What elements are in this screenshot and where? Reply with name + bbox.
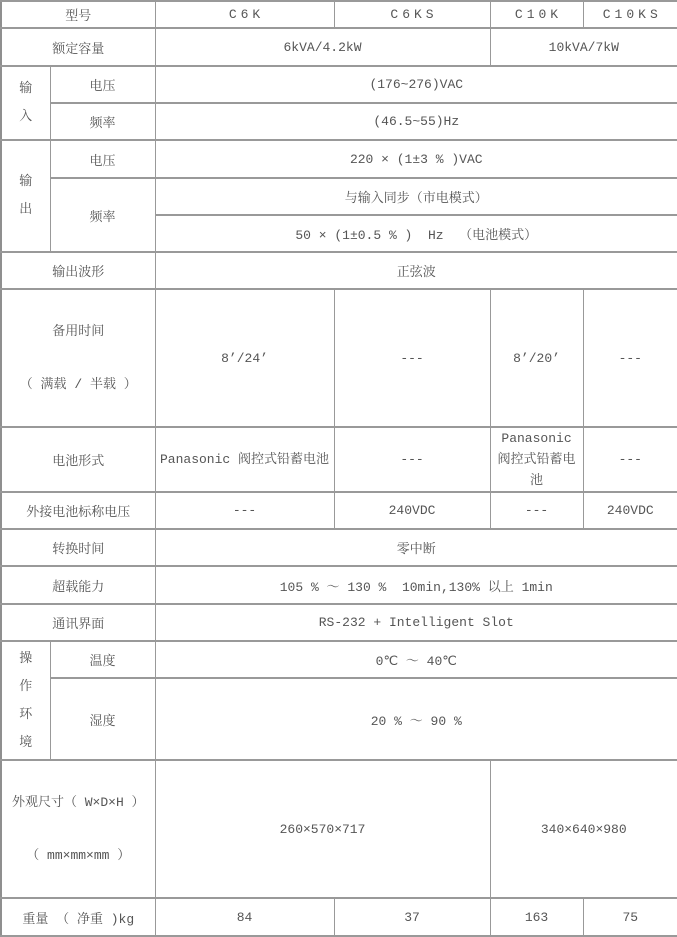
overload-label-cell: 超载能力 <box>1 566 155 604</box>
row-overload <box>1 566 677 604</box>
row-dimensions <box>1 760 677 898</box>
environment-group-cell <box>1 641 50 760</box>
model-label-cell: 型号 <box>1 1 155 28</box>
output-group-label: 输出 <box>19 174 33 217</box>
ext-battery-c6k-cell: --- <box>155 492 334 529</box>
row-humidity <box>1 678 677 760</box>
row-capacity <box>1 28 677 66</box>
row-input-frequency <box>1 103 677 140</box>
input-frequency-value-cell: (46.5~55)Hz <box>155 103 677 140</box>
model-c6k-cell: C6K <box>155 1 334 28</box>
row-output-voltage <box>1 140 677 178</box>
battery-type-c6k-cell: Panasonic 阀控式铅蓄电池 <box>155 427 334 492</box>
row-battery-type <box>1 427 677 492</box>
waveform-label-cell: 输出波形 <box>1 252 155 289</box>
row-weight <box>1 898 677 936</box>
dimensions-label-cell <box>1 760 155 898</box>
humidity-label-cell: 湿度 <box>50 678 155 760</box>
backup-time-label-line1: 备用时间 <box>52 324 105 339</box>
row-communication <box>1 604 677 641</box>
output-frequency-label-cell: 频率 <box>50 178 155 252</box>
transfer-time-label-cell: 转换时间 <box>1 529 155 566</box>
comm-label-cell: 通讯界面 <box>1 604 155 641</box>
dimensions-10k-cell: 340×640×980 <box>490 760 677 898</box>
weight-label-cell: 重量 （ 净重 )kg <box>1 898 155 936</box>
row-transfer-time <box>1 529 677 566</box>
input-voltage-label-cell: 电压 <box>50 66 155 103</box>
model-c10ks-cell: C10KS <box>583 1 677 28</box>
dimensions-label-line2: （ mm×mm×mm ） <box>26 848 131 863</box>
model-c6ks-cell: C6KS <box>334 1 490 28</box>
row-models <box>1 1 677 28</box>
transfer-time-value-cell: 零中断 <box>155 529 677 566</box>
weight-c10ks-cell: 75 <box>583 898 677 936</box>
ext-battery-c6ks-cell: 240VDC <box>334 492 490 529</box>
output-frequency-battery-cell: 50 × (1±0.5 % ) Hz （电池模式） <box>155 215 677 252</box>
capacity-6k-cell: 6kVA/4.2kW <box>155 28 490 66</box>
backup-time-c6ks-cell: --- <box>334 289 490 427</box>
battery-type-c10ks-cell: --- <box>583 427 677 492</box>
humidity-value-cell: 20 % ～ 90 % <box>155 678 677 760</box>
capacity-10k-cell: 10kVA/7kW <box>490 28 677 66</box>
temperature-label-cell: 温度 <box>50 641 155 678</box>
output-voltage-label-cell: 电压 <box>50 140 155 178</box>
battery-type-label-cell: 电池形式 <box>1 427 155 492</box>
comm-value-cell: RS-232 + Intelligent Slot <box>155 604 677 641</box>
input-frequency-label-cell: 频率 <box>50 103 155 140</box>
output-frequency-mains-cell: 与输入同步（市电模式） <box>155 178 677 215</box>
row-ext-battery-voltage <box>1 492 677 529</box>
backup-time-c10ks-cell: --- <box>583 289 677 427</box>
environment-group-label: 操作环境 <box>19 650 33 750</box>
input-group-label: 输入 <box>19 81 33 124</box>
row-waveform <box>1 252 677 289</box>
backup-time-c6k-cell: 8’/24’ <box>155 289 334 427</box>
overload-value-cell: 105 % ～ 130 % 10min,130% 以上 1min <box>155 566 677 604</box>
row-input-voltage <box>1 66 677 103</box>
output-voltage-value-cell: 220 × (1±3 % )VAC <box>155 140 677 178</box>
backup-time-label-line2: （ 满载 / 半载 ） <box>19 377 137 392</box>
ext-battery-c10ks-cell: 240VDC <box>583 492 677 529</box>
dimensions-6k-cell: 260×570×717 <box>155 760 490 898</box>
output-group-cell <box>1 140 50 252</box>
model-c10k-cell: C10K <box>490 1 583 28</box>
temperature-value-cell: 0℃ ～ 40℃ <box>155 641 677 678</box>
row-backup-time <box>1 289 677 427</box>
row-output-frequency-mains <box>1 178 677 215</box>
ext-battery-label-cell: 外接电池标称电压 <box>1 492 155 529</box>
backup-time-label-cell <box>1 289 155 427</box>
row-temperature <box>1 641 677 678</box>
weight-c6ks-cell: 37 <box>334 898 490 936</box>
input-group-cell <box>1 66 50 140</box>
weight-c6k-cell: 84 <box>155 898 334 936</box>
dimensions-label-line1: 外观尺寸（ W×D×H ） <box>11 795 145 810</box>
weight-c10k-cell: 163 <box>490 898 583 936</box>
capacity-label-cell: 额定容量 <box>1 28 155 66</box>
ext-battery-c10k-cell: --- <box>490 492 583 529</box>
input-voltage-value-cell: (176~276)VAC <box>155 66 677 103</box>
waveform-value-cell: 正弦波 <box>155 252 677 289</box>
battery-type-c6ks-cell: --- <box>334 427 490 492</box>
backup-time-c10k-cell: 8’/20’ <box>490 289 583 427</box>
battery-type-c10k-cell: Panasonic 阀控式铅蓄电池 <box>490 427 583 492</box>
